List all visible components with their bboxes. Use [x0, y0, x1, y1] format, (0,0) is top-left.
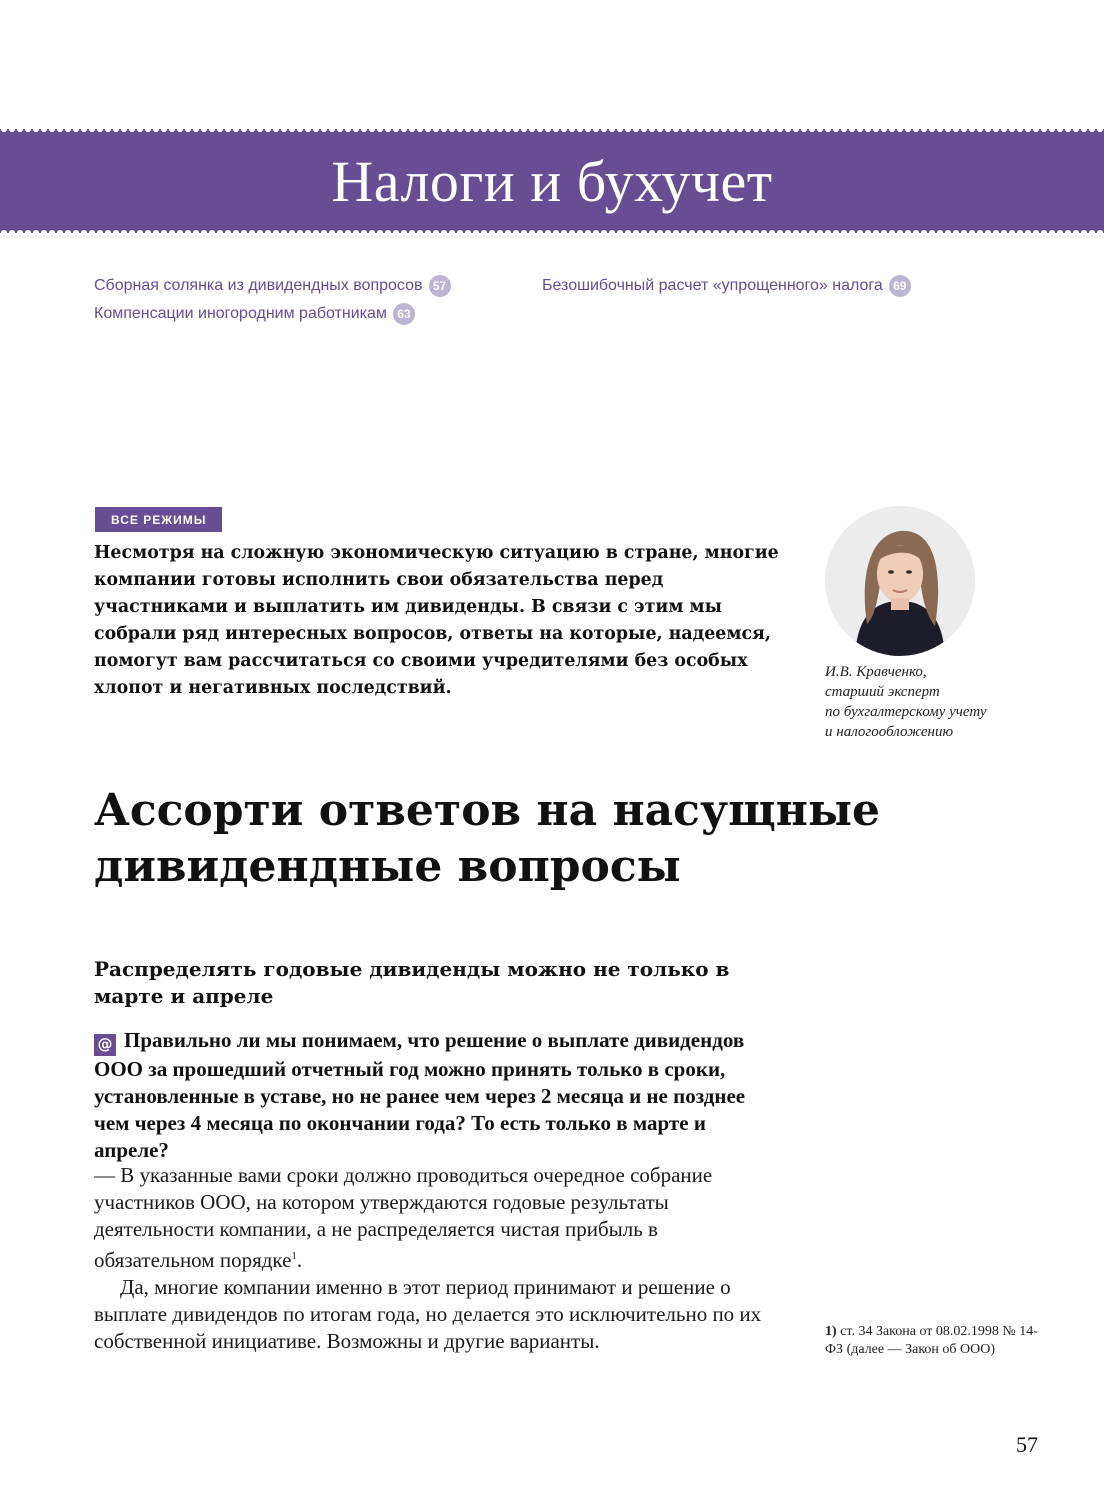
footnote-text: ст. 34 Закона от 08.02.1998 № 14-ФЗ (далее — Закон об ООО): [825, 1324, 1038, 1357]
question-text: Правильно ли мы понимаем, что решение о выплате дивидендов ООО за прошедший отчетный год можно принять только в сроки, установленные в уставе, но не ранее чем через 2 месяца и не позднее чем через 4 месяца по окончании года? То есть только в марте и апреле?: [94, 1028, 746, 1162]
article-lead: Несмотря на сложную экономическую ситуацию в стране, многие компании готовы исполнить свои обязательства перед участниками и выплатить им дивиденды. В связи с этим мы собрали ряд интересных вопросов, ответы на которые, надеемся, помогут вам рассчитаться со своими учредителями без особых хлопот и негативных последствий.: [94, 543, 779, 698]
answer-paragraph: Да, многие компании именно в этот период принимают и решение о выплате дивидендов по итогам года, но делается это исключительно по их собственной инициативе. Возможны и другие варианты.: [94, 1275, 762, 1353]
answer-text-end: .: [296, 1248, 303, 1272]
toc-item-label: Компенсации иногородним работникам: [94, 305, 387, 322]
toc-item[interactable]: [94, 272, 451, 300]
answer-text: — В указанные вами сроки должно проводиться очередное собрание участников ООО, на котором утверждаются годовые результаты деятельности компании, а не распределяется чистая прибыль в обязательном порядке: [94, 1163, 713, 1272]
toc-right: [542, 272, 911, 300]
footnote-ref[interactable]: 1: [291, 1250, 297, 1262]
section-subheading: Распределять годовые дивиденды можно не только в марте и апреле: [94, 957, 730, 1008]
footnote-marker: 1): [825, 1324, 837, 1339]
footnote: [825, 1323, 1040, 1359]
article-title: Ассорти ответов на насущные дивидендные вопросы: [94, 785, 881, 892]
answer-block: [94, 1162, 774, 1355]
toc-page-badge: 69: [889, 275, 911, 297]
author-portrait-icon: [825, 506, 975, 656]
section-title: Налоги и бухучет: [331, 148, 773, 214]
author-role: по бухгалтерскому учету: [825, 704, 987, 720]
author-role: и налогообложению: [825, 724, 954, 740]
page-number: 57: [1016, 1432, 1038, 1457]
author-photo: [825, 506, 975, 656]
toc-item-label: Безошибочный расчет «упрощенного» налога: [542, 277, 883, 294]
section-banner: [0, 129, 1104, 233]
toc-item-label: Сборная солянка из дивидендных вопросов: [94, 277, 423, 294]
toc-page-badge: 63: [393, 303, 415, 325]
toc-item[interactable]: [94, 300, 451, 328]
author-caption: [825, 662, 1055, 742]
toc-page-badge: 57: [429, 275, 451, 297]
toc-left: [94, 272, 451, 328]
author-name: И.В. Кравченко,: [825, 664, 927, 680]
answer-paragraph: [94, 1162, 774, 1274]
question-at-icon: @: [94, 1034, 116, 1056]
author-role: старший эксперт: [825, 684, 940, 700]
question-block: [94, 1027, 774, 1164]
toc-item[interactable]: [542, 272, 911, 300]
category-tag: ВСЕ РЕЖИМЫ: [95, 507, 222, 532]
